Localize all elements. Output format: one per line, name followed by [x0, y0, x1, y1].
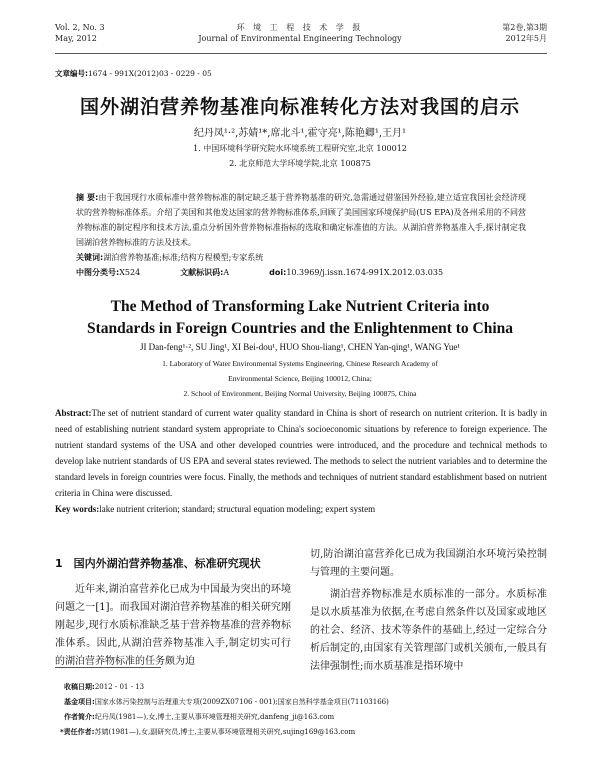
affiliations-cn: [0, 141, 600, 171]
title-en: [0, 296, 600, 340]
footnote-label: 基金项目:: [64, 698, 95, 706]
affiliation-en-1-cont: Environmental Science, Beijing 100012, China;: [228, 374, 372, 383]
article-number-label: 文章编号:: [55, 69, 88, 78]
footnote-text: 2012 - 01 - 13: [94, 683, 145, 691]
volume-en: Vol. 2, No. 3: [55, 23, 105, 32]
affiliation-en-2: 2. School of Environment, Beijing Normal University, Beijing 100875, China: [183, 389, 417, 398]
affiliation-cn-1: 1. 中国环境科学研究院水环境系统工程研究室,北京 100012: [193, 144, 407, 153]
doi-value[interactable]: 10.3969/j.issn.1674-991X.2012.03.035: [286, 268, 444, 277]
footnote-funding: [64, 695, 389, 710]
doi-label: doi:: [269, 268, 287, 277]
abstract-cn-text: 由于我国现行水质标准中营养物标准的制定缺乏基于营养物基准的研究,急需通过借鉴国外经验,建立适宜我国社会经济现状的营养物标准体系。介绍了美国和其他发达国家的营养物标准体系,回顾了美国国家环境保护局(US EPA)及各州采用的不同营养物标准的制定程序和技术方法,重点分析国外营养物标准指标的选取和确定标准值的方法。从湖泊营养物基准入手,探讨制定我国湖泊营养物标准的方法及技术。: [76, 193, 526, 247]
authors-cn: 纪丹凤¹·²,苏婧¹*,席北斗¹,霍守亮¹,陈艳卿¹,王月¹: [193, 128, 407, 139]
clc-value: X524: [119, 268, 141, 277]
abstract-en-label: Abstract:: [55, 408, 92, 418]
abstract-cn-label: 摘 要:: [76, 193, 99, 202]
abstract-en: [55, 405, 547, 517]
doc-code-value: A: [223, 268, 230, 277]
footnote-text: 国家水体污染控制与治理重大专项(2009ZX07106 - 001);国家自然科学基金项目(71103166): [94, 698, 389, 706]
body-paragraph: 切,防治湖泊富营养化已成为我国湖泊水环境污染控制与管理的主要问题。: [310, 549, 547, 578]
right-column: [310, 546, 547, 676]
footnote-text: 纪丹凤(1981—),女,博士,主要从事环境管理相关研究,danfeng_ji@163.com: [94, 713, 335, 721]
body-paragraph: 湖泊营养物标准是水质标准的一部分。水质标准是以水质基准为依据,在考虑自然条件以及国家或地区的社会、经济、技术等条件的基础上,经过一定综合分析后制定的,由国家有关管理部门或机关颁布,一般具有法律强制性;而水质基准是指环境中: [310, 589, 547, 672]
doc-code-label: 文献标识码:: [180, 268, 224, 277]
authors-en: JI Dan-feng¹·², SU Jing¹, XI Bei-dou¹, HUO Shou-liang¹, CHEN Yan-qing¹, WANG Yue¹: [139, 342, 461, 352]
header-rule: [55, 53, 547, 54]
body-paragraph: 近年来,湖泊富营养化已成为中国最为突出的环境问题之一[1]。而我国对湖泊营养物基准的相关研究刚刚起步,现行水质标准缺乏基于营养物基准的营养物标准体系。因此,从湖泊营养物基准入手,制定切实可行的湖泊营养物标准的任务颇为迫: [55, 584, 291, 667]
footnote-received: [64, 680, 389, 695]
footnote-corresponding: [60, 725, 389, 740]
article-number-value: 1674 - 991X(2012)03 - 0229 - 05: [88, 69, 212, 78]
footnote-author-bio: [64, 710, 389, 725]
abstract-en-text: The set of nutrient standard of current water quality standard in China is short of research on nutrient criterion. It is badly in need of establishing nutrient standard system appropriate to China's socioeconomic situations by reference to foreign experience. The nutrient standard systems of the USA and other developed countries were introduced, and the procedure and technical methods to develop lake nutrient standards of US EPA and several states reviewed. The methods to select the nutrient variables and to determine the standard levels in foreign countries were focus. Finally, the methods and techniques of nutrient standard establishment based on nutrient criteria in China were discussed.: [55, 408, 547, 498]
clc-label: 中图分类号:: [76, 268, 120, 277]
footnote-rule: [55, 667, 161, 668]
section-heading-1: 1 国内外湖泊营养物基准、标准研究现状: [55, 557, 261, 570]
title-en-line-2: Standards in Foreign Countries and the Enlightenment to China: [86, 320, 514, 337]
footnote-label: 作者简介:: [64, 713, 95, 721]
volume-info-cn: [502, 22, 547, 44]
title-en-line-1: The Method of Transforming Lake Nutrient Criteria into: [110, 298, 490, 315]
keywords-cn-text: 湖泊营养物基准;标准;结构方程模型;专家系统: [103, 253, 264, 262]
keywords-en-text: lake nutrient criterion; standard; structural equation modeling; expert system: [99, 504, 376, 514]
keywords-en-label: Key words:: [55, 504, 100, 514]
footnote-label: 收稿日期:: [64, 683, 95, 691]
left-column: [55, 555, 291, 671]
title-cn: 国外湖泊营养物基准向标准转化方法对我国的启示: [79, 96, 520, 118]
volume-cn: 第2卷,第3期: [502, 23, 547, 32]
footnote-text: 苏婧(1981—),女,副研究员,博士,主要从事环境管理相关研究,sujing169@163.com: [94, 728, 356, 736]
affiliations-en: [0, 356, 600, 401]
abstract-cn: [76, 190, 526, 280]
classification: [76, 265, 526, 280]
footnotes: [60, 680, 389, 740]
journal-name-cn: 环 境 工 程 技 术 学 报: [236, 23, 364, 32]
journal-name-en: Journal of Environmental Engineering Technology: [198, 34, 402, 43]
affiliation-cn-2: 2. 北京师范大学环境学院,北京 100875: [229, 159, 371, 168]
article-number: [55, 68, 212, 79]
date-en: May, 2012: [55, 34, 97, 43]
affiliation-en-1: 1. Laboratory of Water Environmental Systems Engineering, Chinese Research Academy of: [162, 359, 438, 368]
keywords-cn-label: 关键词:: [76, 253, 104, 262]
footnote-label: *责任作者:: [60, 728, 95, 736]
date-cn: 2012年5月: [505, 34, 547, 43]
